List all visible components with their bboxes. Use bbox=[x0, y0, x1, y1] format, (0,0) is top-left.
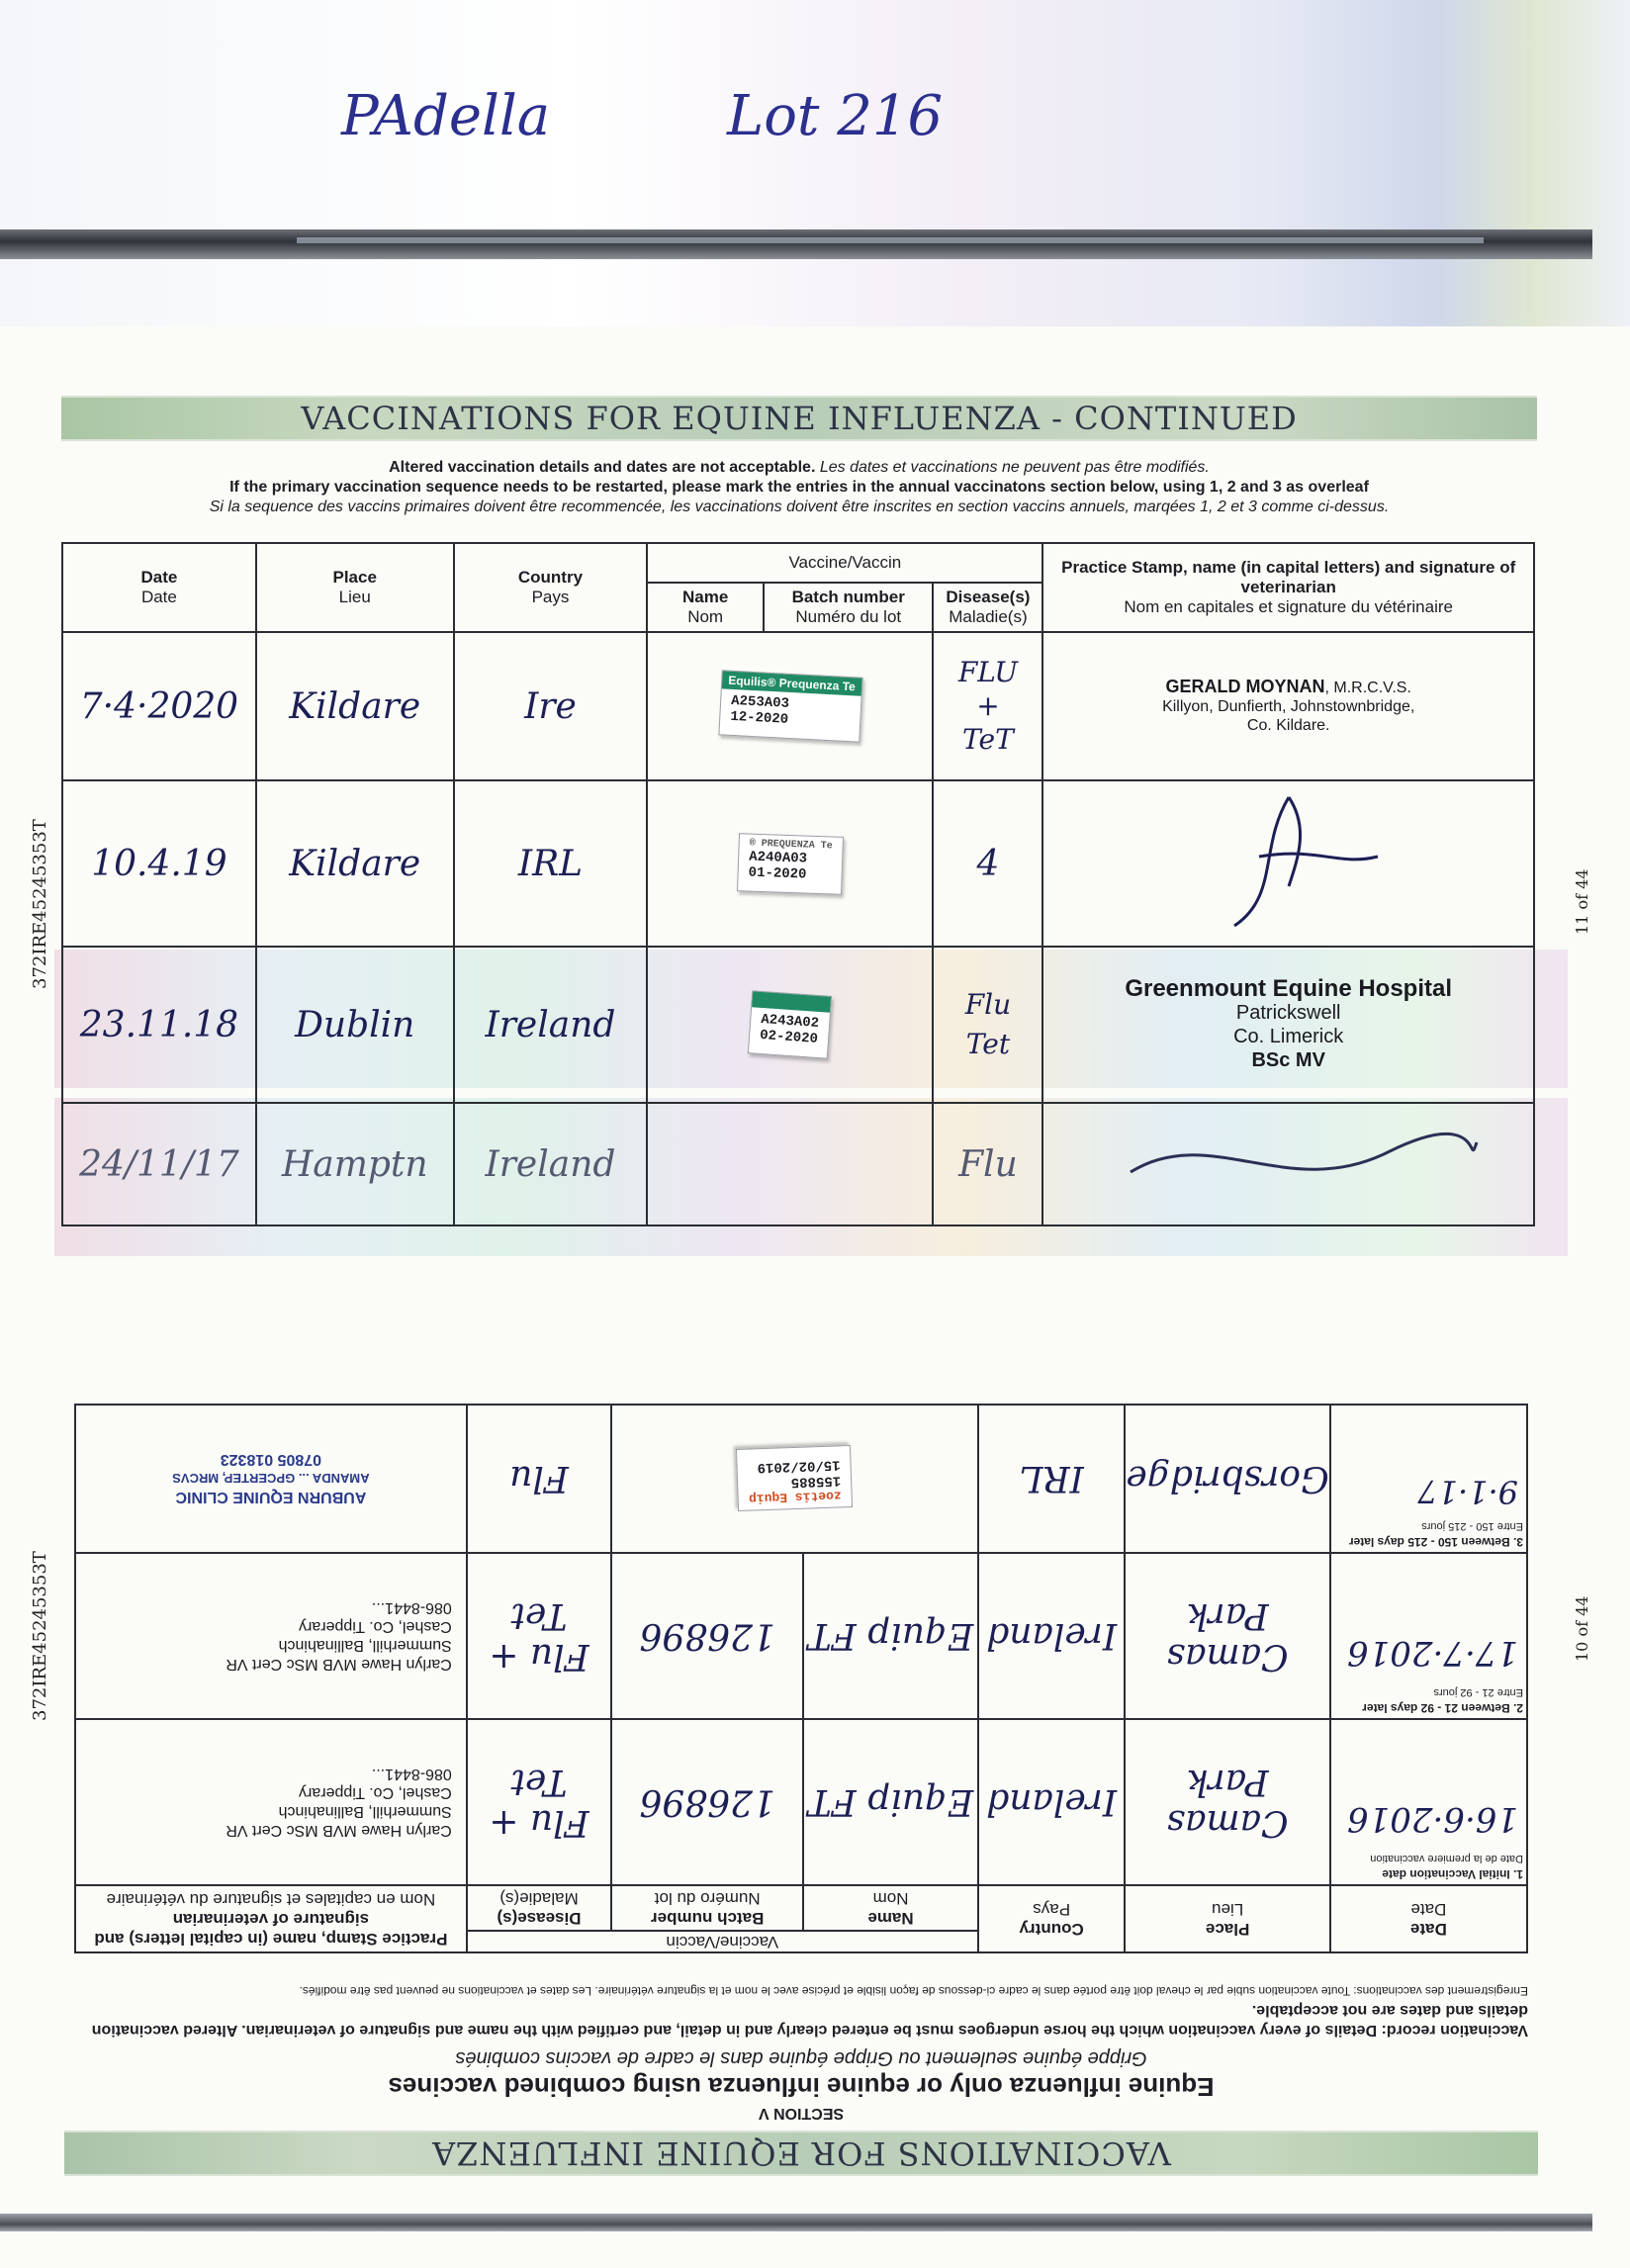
vet-stamp: Carlyn Hawe MVB MSc Cert VR Summerhill, Ballinahinch Cashel, Co. Tipperary 086-8441... bbox=[75, 1553, 467, 1719]
table-row bbox=[62, 947, 1534, 1103]
page-id: 372IRE45245353T bbox=[30, 1551, 50, 1721]
entry-country: Ireland bbox=[454, 1103, 648, 1225]
entry-disease: Flu bbox=[467, 1405, 611, 1553]
entry-place: Hamptn bbox=[256, 1103, 454, 1225]
entry-vaccine-name: Equip FT bbox=[803, 1719, 978, 1885]
batch-sticker: ® PREQUENZA Te A240A03 01-2020 bbox=[737, 833, 844, 895]
vet-signature bbox=[1042, 1103, 1534, 1225]
entry-place: Dublin bbox=[256, 947, 454, 1103]
top-vaccination-table bbox=[61, 542, 1535, 1226]
vet-stamp: GERALD MOYNAN, M.R.C.V.S. Killyon, Dunfierth, Johnstownbridge, Co. Kildare. bbox=[1042, 632, 1534, 780]
scan-rail-top bbox=[0, 229, 1592, 259]
page-id: 372IRE45245353T bbox=[30, 819, 50, 989]
entry-date: 3. Between 150 - 215 days later Entre 150 - 215 jours 9·1·17 bbox=[1330, 1405, 1527, 1553]
entry-disease: Flu Tet bbox=[933, 947, 1042, 1103]
entry-disease: FLU + TeT bbox=[933, 632, 1042, 780]
table-row bbox=[75, 1405, 1527, 1553]
entry-country: IRL bbox=[978, 1405, 1126, 1553]
notice-fr: Les dates et vaccinations ne peuvent pas être modifiés. bbox=[819, 459, 1210, 476]
section-heading-fr: Grippe équine seulement ou Grippe équine dans le cadre de vaccins combinés bbox=[455, 2047, 1147, 2069]
col-disease: Disease(s) Maladie(s) bbox=[933, 583, 1042, 632]
entry-disease: Flu bbox=[933, 1103, 1042, 1225]
entry-country: Ireland bbox=[454, 947, 648, 1103]
signature-scribble bbox=[1140, 787, 1437, 936]
batch-sticker-cell bbox=[647, 632, 933, 780]
col-batch: Batch number Numéro du lot bbox=[764, 583, 934, 632]
scan-rail-bottom bbox=[0, 2214, 1592, 2231]
entry-country: IRL bbox=[454, 780, 648, 947]
col-country: Country Pays bbox=[454, 543, 648, 632]
entry-place: Gorsbridge bbox=[1125, 1405, 1329, 1553]
notice-block bbox=[61, 458, 1537, 517]
col-vaccine-name: Name Nom bbox=[647, 583, 764, 632]
entry-country: Ireland bbox=[978, 1553, 1126, 1719]
lot-annotation: Lot 216 bbox=[727, 84, 944, 148]
batch-sticker: zoetis Equip 155885 15/02/2019 bbox=[737, 1446, 854, 1512]
col-place: Place Lieu bbox=[1125, 1885, 1329, 1952]
entry-date: 7·4·2020 bbox=[62, 632, 256, 780]
table-row bbox=[62, 1103, 1534, 1225]
entry-country: Ireland bbox=[978, 1719, 1126, 1885]
entry-date: 1. Initial Vaccination date Date de la premiere vaccination 16·6·2016 bbox=[1330, 1719, 1527, 1885]
banner-title: VACCINATIONS FOR EQUINE INFLUENZA bbox=[431, 2134, 1171, 2172]
entry-place: Camas Park bbox=[1125, 1553, 1329, 1719]
page-count: 10 of 44 bbox=[1573, 1595, 1591, 1662]
entry-place: Kildare bbox=[256, 632, 454, 780]
batch-sticker: A243A02 02-2020 bbox=[748, 990, 832, 1058]
vet-signature bbox=[1042, 780, 1534, 947]
vet-stamp: Carlyn Hawe MVB MSc Cert VR Summerhill, Ballinahinch Cashel, Co. Tipperary 086-8441... bbox=[75, 1719, 467, 1885]
entry-disease: Flu + Tet bbox=[467, 1719, 611, 1885]
page-banner bbox=[61, 396, 1537, 441]
col-vaccine: Vaccine/Vaccin bbox=[467, 1931, 978, 1952]
page-banner bbox=[64, 2131, 1538, 2176]
bottom-vaccination-table bbox=[74, 1404, 1528, 1953]
batch-sticker-cell bbox=[647, 947, 933, 1103]
col-vaccine-name: Name Nom bbox=[803, 1885, 978, 1931]
col-batch: Batch number Numéro du lot bbox=[611, 1885, 803, 1931]
entry-place: Camas Park bbox=[1125, 1719, 1329, 1885]
entry-country: Ire bbox=[454, 632, 648, 780]
page-count: 11 of 44 bbox=[1573, 868, 1591, 935]
vet-stamp: Greenmount Equine Hospital Patrickswell Co. Limerick BSc MV bbox=[1042, 947, 1534, 1103]
entry-date: 23.11.18 bbox=[62, 947, 256, 1103]
col-stamp: Practice Stamp, name (in capital letters) and signature of veterinarian Nom en capitales et signature du vétérinaire bbox=[75, 1885, 467, 1952]
entry-date: 2. Between 21 - 92 days later Entre 21 - 92 jours 17·7·2016 bbox=[1330, 1553, 1527, 1719]
restart-fr: Si la sequence des vaccins primaires doivent être recommencée, les vaccinations doivent être inscrites en section vaccins annuels, marqées 1, 2 et 3 comme ci-dessus. bbox=[209, 499, 1390, 515]
restart-bold: If the primary vaccination sequence needs to be restarted, please mark the entries in the annual vaccinatons section below, using 1, 2 and 3 as overleaf bbox=[229, 479, 1369, 496]
col-place: Place Lieu bbox=[256, 543, 454, 632]
batch-sticker-cell bbox=[611, 1405, 978, 1553]
table-row bbox=[62, 632, 1534, 780]
col-disease: Disease(s) Maladie(s) bbox=[467, 1885, 611, 1931]
batch-sticker: Equilis® Prequenza Te A253A03 12-2020 bbox=[718, 670, 862, 742]
scan-glare bbox=[0, 0, 1630, 326]
entry-batch: 126896 bbox=[611, 1553, 803, 1719]
entry-vaccine-name: Equip FT bbox=[803, 1553, 978, 1719]
inverted-page-content bbox=[54, 1276, 1538, 2196]
table-row bbox=[62, 780, 1534, 947]
notice-bold: Altered vaccination details and dates are not acceptable. bbox=[389, 459, 816, 476]
banner-title: VACCINATIONS FOR EQUINE INFLUENZA - CONTINUED bbox=[301, 400, 1298, 437]
entry-disease: 4 bbox=[933, 780, 1042, 947]
entry-place: Kildare bbox=[256, 780, 454, 947]
signature-scribble bbox=[1091, 1113, 1487, 1212]
record-instructions-fr: Enregistrement des vaccinations: Toute vaccination subie par le cheval doit être portée dans le cadre ci-dessous de façon lisible et précise avec le nom et la signature vétérinaire. Les dates et vaccinations ne peuvent pas être modifiés. bbox=[299, 1984, 1528, 1998]
batch-sticker-cell bbox=[647, 780, 933, 947]
section-heading: Equine influenza only or equine influenza using combined vaccines bbox=[388, 2072, 1215, 2102]
entry-batch: 126896 bbox=[611, 1719, 803, 1885]
col-date: Date Date bbox=[62, 543, 256, 632]
table-row bbox=[75, 1553, 1527, 1719]
record-instructions: Vaccination record: Details of every vaccination which the horse undergoes must be entered clearly and in detail, and certified with the name and signature of veterinarian. Altered vaccination details and dates are not acceptable. bbox=[91, 2002, 1528, 2039]
entry-date: 10.4.19 bbox=[62, 780, 256, 947]
section-label: SECTION V bbox=[758, 2105, 845, 2122]
entry-disease: Flu + Tet bbox=[467, 1553, 611, 1719]
inverted-page bbox=[54, 1276, 1538, 2196]
entry-date: 24/11/17 bbox=[62, 1103, 256, 1225]
table-row bbox=[75, 1719, 1527, 1885]
col-date: Date Date bbox=[1330, 1885, 1527, 1952]
horse-name-annotation: PAdella bbox=[341, 84, 551, 148]
vet-stamp: AUBURN EQUINE CLINIC AMANDA ... GPCERTEP, MRCVS 07805 018323 bbox=[75, 1405, 467, 1553]
col-country: Country Pays bbox=[978, 1885, 1126, 1952]
col-vaccine: Vaccine/Vaccin bbox=[647, 543, 1042, 583]
col-stamp: Practice Stamp, name (in capital letters) and signature of veterinarian Nom en capitales et signature du vétérinaire bbox=[1042, 543, 1534, 632]
